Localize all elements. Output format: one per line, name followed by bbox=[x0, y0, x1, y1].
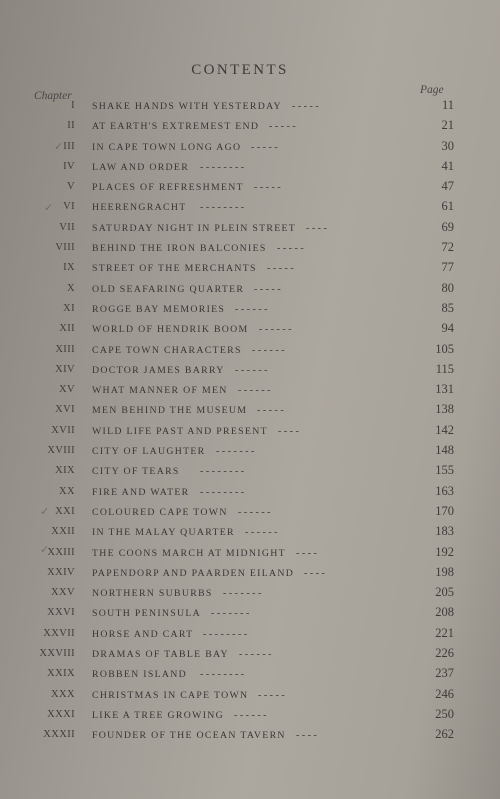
chapter-number: XXV bbox=[51, 587, 75, 599]
page-number: 72 bbox=[441, 240, 454, 255]
page-number: 250 bbox=[435, 706, 454, 721]
chapter-title: ROGGE BAY MEMORIES bbox=[92, 303, 226, 315]
page-number: 11 bbox=[441, 98, 454, 112]
dot-leader: - - - - bbox=[296, 730, 317, 742]
chapter-number: XXX bbox=[51, 688, 75, 700]
chapter-title: CITY OF TEARS bbox=[92, 466, 180, 478]
toc-entry bbox=[0, 381, 500, 401]
page-number: 163 bbox=[435, 483, 454, 498]
toc-entry bbox=[0, 300, 500, 320]
toc-entry bbox=[0, 564, 500, 584]
chapter-number: XIV bbox=[55, 363, 75, 375]
pencil-tick-mark-icon: ✓ bbox=[40, 506, 50, 518]
chapter-number: XXIII bbox=[47, 546, 75, 558]
chapter-title: ROBBEN ISLAND bbox=[92, 669, 188, 681]
chapter-title: AT EARTH'S EXTREMEST END bbox=[92, 121, 260, 133]
page-number: 198 bbox=[435, 564, 454, 579]
chapter-title: PLACES OF REFRESHMENT bbox=[92, 182, 244, 194]
page-column-header: Page bbox=[420, 84, 444, 96]
page-number: 21 bbox=[441, 118, 454, 133]
page-number: 131 bbox=[435, 382, 454, 397]
dot-leader: - - - - bbox=[304, 567, 325, 579]
chapter-number: XVIII bbox=[47, 445, 75, 457]
dot-leader: - - - - - - bbox=[235, 364, 268, 376]
page-number: 221 bbox=[435, 625, 454, 640]
toc-entry bbox=[0, 665, 500, 685]
chapter-number: XXVII bbox=[43, 627, 75, 639]
pencil-tick-mark-icon: ✓ bbox=[40, 544, 50, 556]
dot-leader: - - - - - - - - bbox=[203, 628, 248, 640]
chapter-column-header: Chapter bbox=[34, 90, 72, 102]
dot-leader: - - - - - - - - bbox=[200, 161, 245, 173]
page-number: 142 bbox=[435, 422, 454, 437]
page-title: CONTENTS bbox=[191, 62, 289, 78]
page-number: 115 bbox=[435, 361, 454, 376]
page-number: 183 bbox=[435, 524, 454, 539]
dot-leader: - - - - - bbox=[267, 263, 294, 275]
page-number: 192 bbox=[435, 544, 454, 559]
toc-entry bbox=[0, 401, 500, 421]
dot-leader: - - - - - bbox=[251, 141, 278, 153]
chapter-title: IN THE MALAY QUARTER bbox=[92, 527, 235, 539]
chapter-title: IN CAPE TOWN LONG AGO bbox=[92, 141, 242, 153]
chapter-number: III bbox=[63, 140, 75, 152]
toc-entry bbox=[0, 686, 500, 706]
chapter-title: NORTHERN SUBURBS bbox=[92, 588, 213, 600]
chapter-number: VIII bbox=[55, 242, 75, 254]
toc-entry bbox=[0, 645, 500, 665]
page-number: 85 bbox=[441, 300, 454, 315]
chapter-number: XXXI bbox=[47, 708, 75, 720]
chapter-number: VII bbox=[59, 221, 75, 233]
chapter-title: HEERENGRACHT bbox=[92, 202, 187, 214]
toc-entry bbox=[0, 117, 500, 137]
toc-entry bbox=[0, 625, 500, 645]
toc-entry bbox=[0, 219, 500, 239]
page-number: 105 bbox=[435, 341, 454, 356]
dot-leader: - - - - - - - - bbox=[200, 669, 245, 681]
dot-leader: - - - - - - bbox=[239, 649, 272, 661]
chapter-number: XXIV bbox=[47, 566, 75, 578]
chapter-number: XXII bbox=[51, 526, 75, 538]
chapter-number: XII bbox=[59, 323, 75, 335]
dot-leader: - - - - - - bbox=[238, 506, 271, 518]
chapter-number: II bbox=[67, 120, 75, 132]
chapter-title: STREET OF THE MERCHANTS bbox=[92, 263, 257, 275]
chapter-title: WORLD OF HENDRIK BOOM bbox=[92, 324, 249, 336]
toc-entry bbox=[0, 361, 500, 381]
dot-leader: - - - - - - - bbox=[211, 608, 250, 620]
toc-entry bbox=[0, 138, 500, 158]
dot-leader: - - - - bbox=[306, 222, 327, 234]
page-number: 237 bbox=[435, 666, 454, 681]
dot-leader: - - - - bbox=[278, 425, 299, 437]
chapter-title: FOUNDER OF THE OCEAN TAVERN bbox=[92, 730, 286, 742]
dot-leader: - - - - - - bbox=[234, 709, 267, 721]
chapter-number: XX bbox=[59, 485, 75, 497]
chapter-number: VI bbox=[63, 201, 75, 213]
chapter-title: WHAT MANNER OF MEN bbox=[92, 385, 228, 397]
chapter-title: WILD LIFE PAST AND PRESENT bbox=[92, 425, 268, 437]
page-number: 208 bbox=[435, 605, 454, 620]
chapter-number: XXXII bbox=[43, 729, 75, 741]
toc-entry bbox=[0, 97, 500, 117]
toc-entry bbox=[0, 341, 500, 361]
toc-entry bbox=[0, 483, 500, 503]
page-number: 61 bbox=[441, 199, 454, 214]
dot-leader: - - - - - - bbox=[238, 385, 271, 397]
chapter-title: COLOURED CAPE TOWN bbox=[92, 506, 228, 518]
chapter-title: HORSE AND CART bbox=[92, 628, 194, 640]
toc-entry bbox=[0, 239, 500, 259]
page-number: 94 bbox=[441, 321, 454, 336]
dot-leader: - - - - - bbox=[269, 121, 296, 133]
chapter-title: CHRISTMAS IN CAPE TOWN bbox=[92, 689, 249, 701]
chapter-number: XIX bbox=[55, 465, 75, 477]
toc-entry bbox=[0, 158, 500, 178]
dot-leader: - - - - - bbox=[292, 101, 319, 112]
toc-entry bbox=[0, 422, 500, 442]
dot-leader: - - - - - - bbox=[235, 303, 268, 315]
chapter-title: CITY OF LAUGHTER bbox=[92, 446, 206, 458]
chapter-title: PAPENDORP AND PAARDEN EILAND bbox=[92, 567, 295, 579]
chapter-title: LAW AND ORDER bbox=[92, 161, 190, 173]
page-number: 246 bbox=[435, 686, 454, 701]
chapter-title: OLD SEAFARING QUARTER bbox=[92, 283, 245, 295]
chapter-number: XXI bbox=[55, 505, 75, 517]
chapter-title: THE COONS MARCH AT MIDNIGHT bbox=[92, 547, 286, 559]
chapter-title: SHAKE HANDS WITH YESTERDAY bbox=[92, 101, 282, 112]
dot-leader: - - - - - - - - bbox=[200, 466, 245, 478]
chapter-number: X bbox=[67, 282, 75, 294]
page-number: 80 bbox=[441, 280, 454, 295]
toc-entry bbox=[0, 604, 500, 624]
page-number: 205 bbox=[435, 585, 454, 600]
dot-leader: - - - - - - bbox=[252, 344, 285, 356]
dot-leader: - - - - - - - bbox=[223, 588, 262, 600]
page-number: 262 bbox=[435, 727, 454, 742]
pencil-tick-mark-icon: ✓ bbox=[44, 202, 54, 214]
chapter-title: SOUTH PENINSULA bbox=[92, 608, 202, 620]
chapter-title: MEN BEHIND THE MUSEUM bbox=[92, 405, 248, 417]
toc-entry bbox=[0, 320, 500, 340]
page-number: 155 bbox=[435, 463, 454, 478]
chapter-number: IX bbox=[63, 262, 75, 274]
chapter-number: XI bbox=[63, 302, 75, 314]
dot-leader: - - - - - bbox=[257, 405, 284, 417]
chapter-number: XXVIII bbox=[39, 648, 75, 660]
chapter-number: XV bbox=[59, 384, 75, 396]
chapter-number: XVI bbox=[55, 404, 75, 416]
page-number: 138 bbox=[435, 402, 454, 417]
chapter-number: XIII bbox=[55, 343, 75, 355]
chapter-title: LIKE A TREE GROWING bbox=[92, 709, 225, 721]
toc-entry bbox=[0, 726, 500, 746]
page-number: 170 bbox=[435, 503, 454, 518]
page-number: 30 bbox=[441, 138, 454, 153]
dot-leader: - - - - - - - bbox=[216, 446, 255, 458]
page-number: 226 bbox=[435, 646, 454, 661]
toc-entry bbox=[0, 523, 500, 543]
dot-leader: - - - - - bbox=[277, 243, 304, 255]
chapter-title: SATURDAY NIGHT IN PLEIN STREET bbox=[92, 222, 297, 234]
chapter-number: I bbox=[71, 100, 75, 111]
toc-entry bbox=[0, 178, 500, 198]
chapter-title: FIRE AND WATER bbox=[92, 486, 190, 498]
dot-leader: - - - - - bbox=[254, 182, 281, 194]
chapter-number: XXVI bbox=[47, 607, 75, 619]
toc-entry bbox=[0, 259, 500, 279]
page-number: 41 bbox=[441, 158, 454, 173]
contents-list bbox=[0, 97, 500, 747]
toc-entry bbox=[0, 462, 500, 482]
dot-leader: - - - - bbox=[296, 547, 317, 559]
page-number: 47 bbox=[441, 179, 454, 194]
chapter-number: XVII bbox=[51, 424, 75, 436]
dot-leader: - - - - - - bbox=[245, 527, 278, 539]
toc-entry bbox=[0, 280, 500, 300]
page-number: 77 bbox=[441, 260, 454, 275]
dot-leader: - - - - - - bbox=[259, 324, 292, 336]
toc-entry bbox=[0, 706, 500, 726]
chapter-title: CAPE TOWN CHARACTERS bbox=[92, 344, 242, 356]
chapter-title: DOCTOR JAMES BARRY bbox=[92, 364, 225, 376]
dot-leader: - - - - - - - - bbox=[200, 486, 245, 498]
dot-leader: - - - - - - - - bbox=[200, 202, 245, 214]
chapter-title: DRAMAS OF TABLE BAY bbox=[92, 649, 229, 661]
toc-entry bbox=[0, 503, 500, 523]
toc-entry bbox=[0, 584, 500, 604]
chapter-number: XXIX bbox=[47, 668, 75, 680]
dot-leader: - - - - - bbox=[258, 689, 285, 701]
chapter-number: V bbox=[67, 181, 75, 193]
page-number: 69 bbox=[441, 219, 454, 234]
toc-entry bbox=[0, 544, 500, 564]
toc-entry bbox=[0, 198, 500, 218]
pencil-tick-mark-icon: ✓ bbox=[54, 141, 64, 153]
page-number: 148 bbox=[435, 443, 454, 458]
chapter-title: BEHIND THE IRON BALCONIES bbox=[92, 243, 267, 255]
dot-leader: - - - - - bbox=[254, 283, 281, 295]
toc-entry bbox=[0, 442, 500, 462]
chapter-number: IV bbox=[63, 160, 75, 172]
